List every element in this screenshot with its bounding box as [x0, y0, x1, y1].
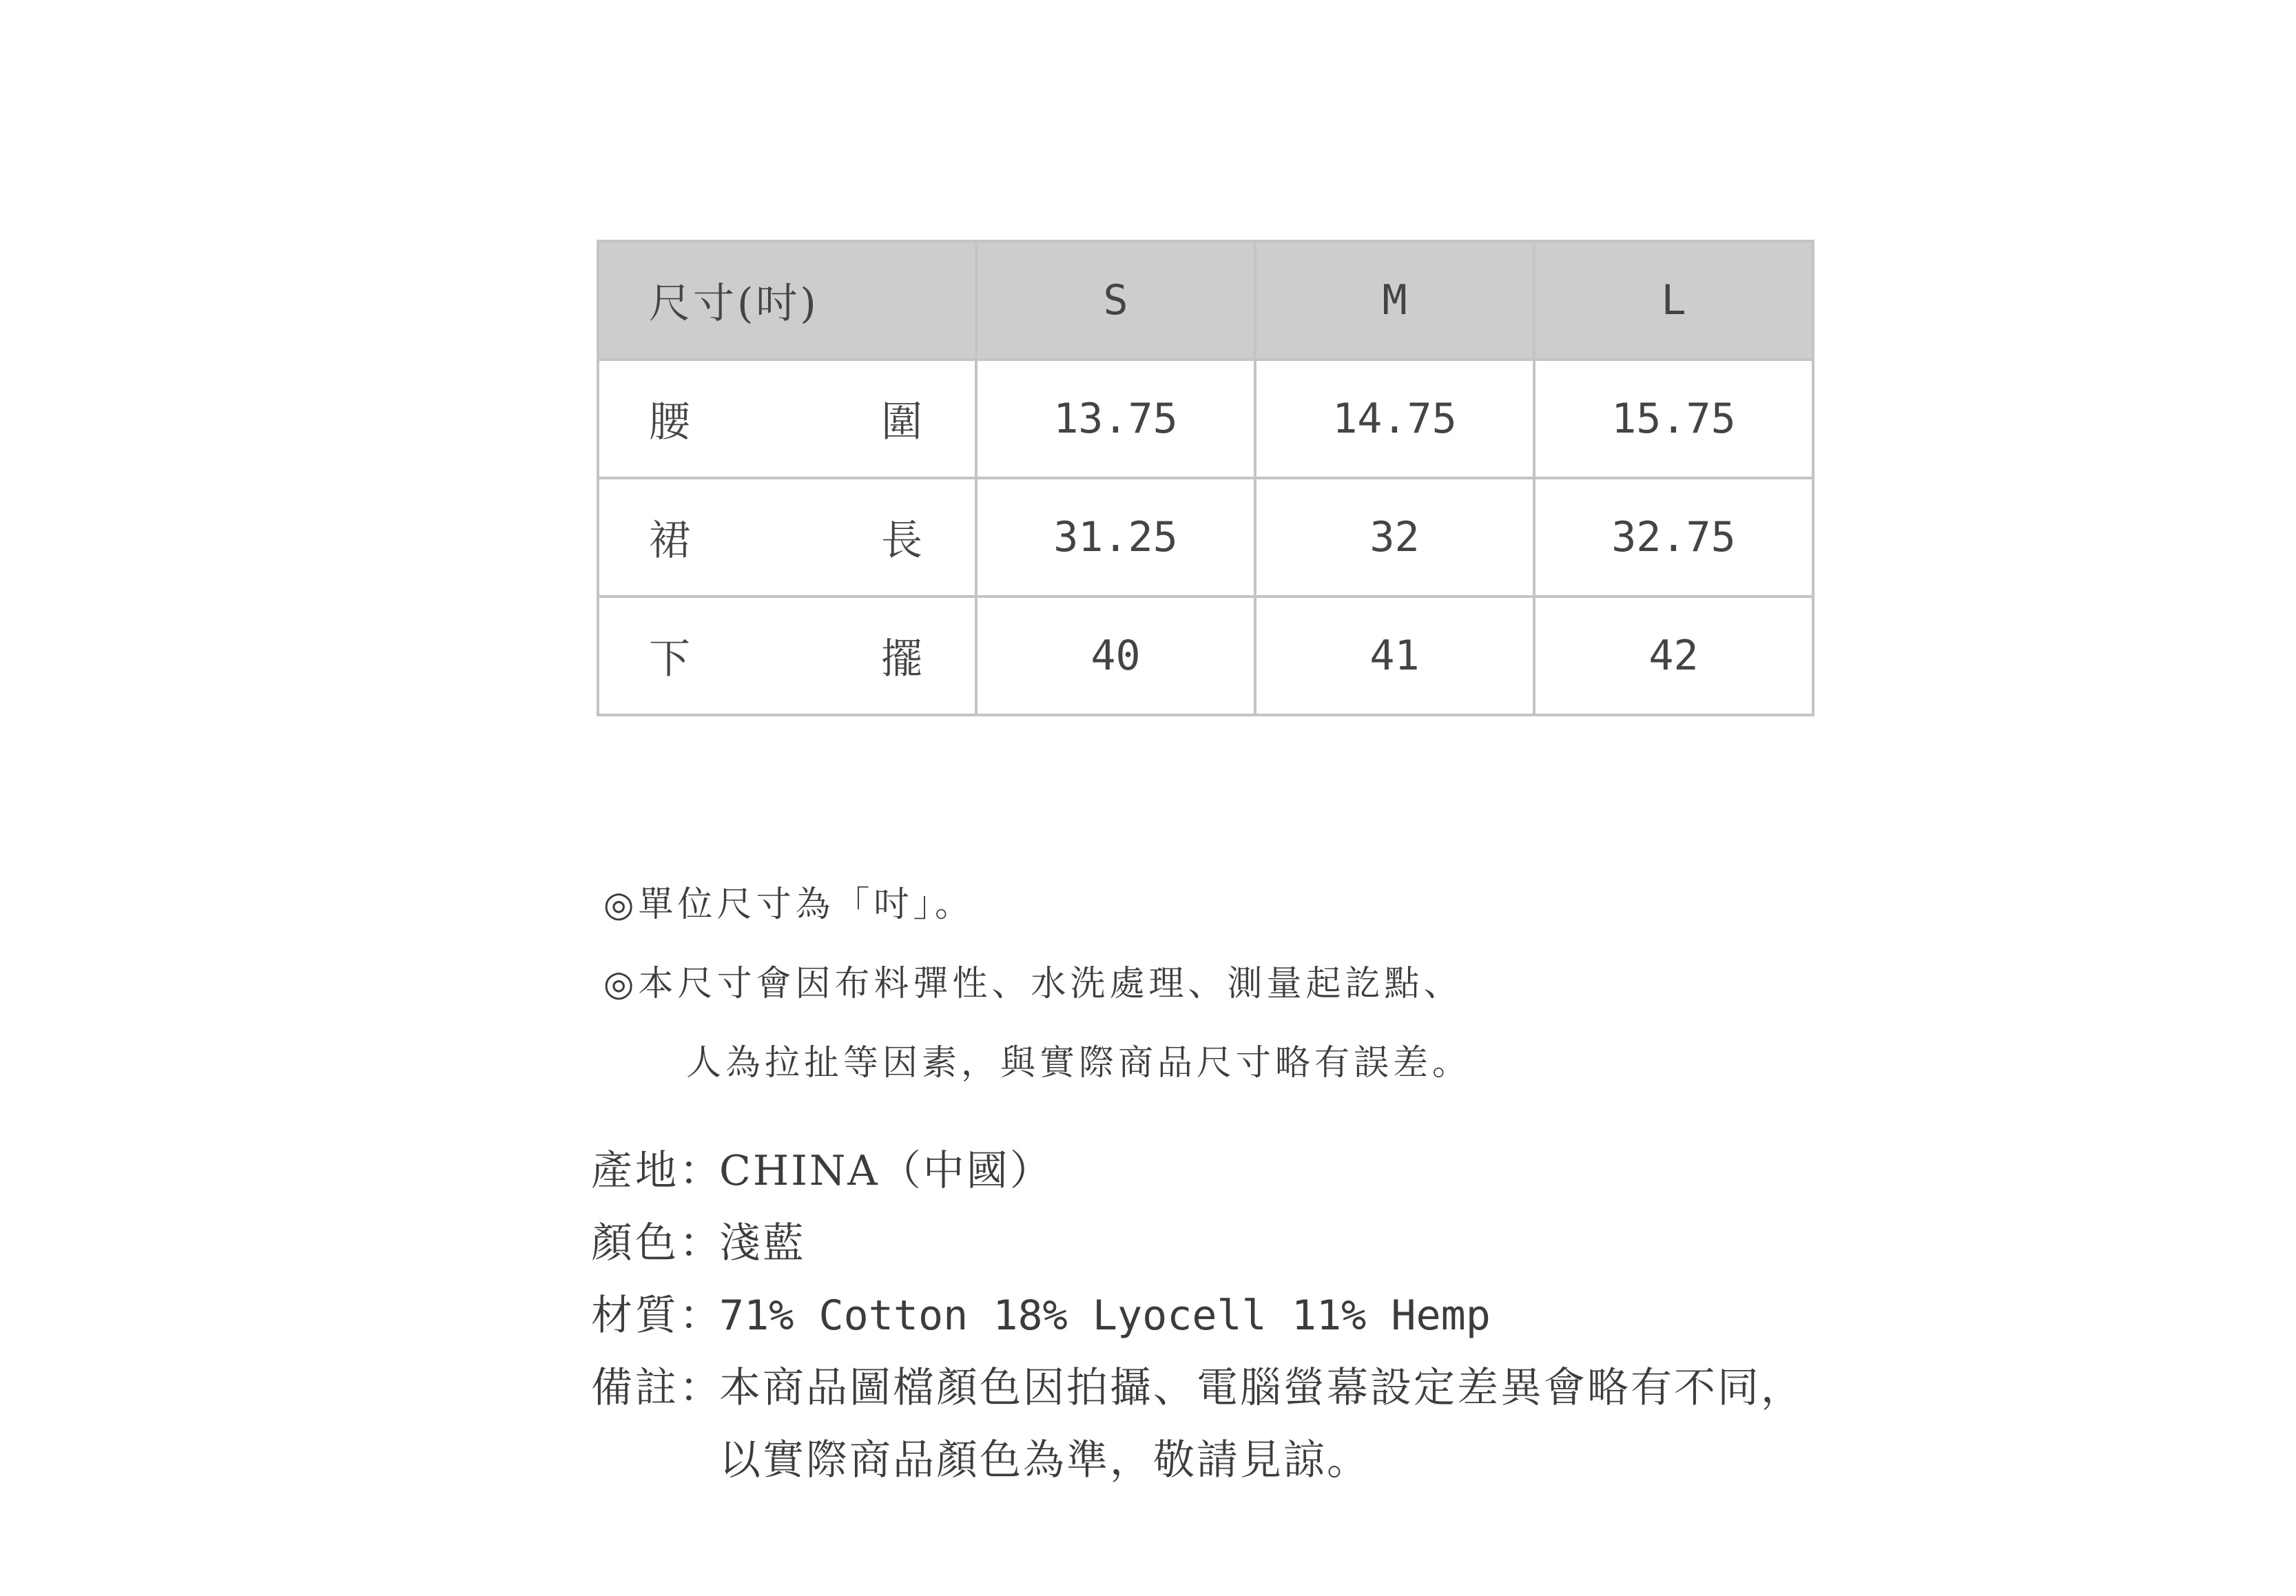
origin-label: 產地： — [591, 1147, 723, 1195]
remark-row — [591, 1352, 1804, 1424]
length-l-value: 32.75 — [1534, 478, 1813, 597]
waist-label-char-2: 圍 — [881, 398, 925, 446]
length-m-value: 32 — [1255, 478, 1534, 597]
product-info — [591, 1135, 1804, 1497]
remark-label: 備註： — [591, 1364, 723, 1412]
hem-s-value: 40 — [976, 597, 1255, 715]
waist-l-value: 15.75 — [1534, 360, 1813, 478]
hem-l-value: 42 — [1534, 597, 1813, 715]
waist-label-char-1: 腰 — [649, 398, 693, 446]
origin-row — [591, 1135, 1804, 1208]
size-m-header: M — [1255, 241, 1534, 360]
material-row — [591, 1280, 1804, 1352]
hem-m-value: 41 — [1255, 597, 1534, 715]
length-label-char-2: 長 — [881, 517, 925, 565]
remark-value-cont: 以實際商品顏色為準，敬請見諒。 — [719, 1436, 1370, 1484]
size-notes — [603, 865, 1471, 1103]
remark-value: 本商品圖檔顏色因拍攝、電腦螢幕設定差異會略有不同， — [719, 1364, 1804, 1412]
hem-label-char-1: 下 — [649, 635, 693, 683]
hem-label-char-2: 擺 — [881, 635, 925, 683]
note-variance-cont: 人為拉扯等因素，與實際商品尺寸略有誤差。 — [686, 1043, 1472, 1084]
length-label-char-1: 裙 — [649, 517, 693, 565]
size-table-header-row — [598, 241, 1813, 360]
waist-label — [598, 360, 976, 478]
material-value: 71% Cotton 18% Lyocell 11% Hemp — [719, 1292, 1491, 1340]
size-l-header: L — [1534, 241, 1813, 360]
waist-m-value: 14.75 — [1255, 360, 1534, 478]
size-s-header: S — [976, 241, 1255, 360]
waist-s-value: 13.75 — [976, 360, 1255, 478]
length-s-value: 31.25 — [976, 478, 1255, 597]
size-chart-table — [597, 240, 1814, 716]
size-table-row-hem — [598, 597, 1813, 715]
color-label: 顏色： — [591, 1219, 723, 1267]
material-label: 材質： — [591, 1292, 723, 1340]
length-label — [598, 478, 976, 597]
size-unit-header: 尺寸(吋) — [598, 241, 976, 360]
origin-value: CHINA（中國） — [719, 1147, 1053, 1195]
color-row — [591, 1208, 1804, 1280]
size-table-row-waist — [598, 360, 1813, 478]
note-variance: ◎本尺寸會因布料彈性、水洗處理、測量起訖點、 — [603, 964, 1463, 1004]
hem-label — [598, 597, 976, 715]
size-table-row-length — [598, 478, 1813, 597]
color-value: 淺藍 — [719, 1219, 806, 1267]
note-unit: ◎單位尺寸為「吋」。 — [603, 884, 975, 925]
